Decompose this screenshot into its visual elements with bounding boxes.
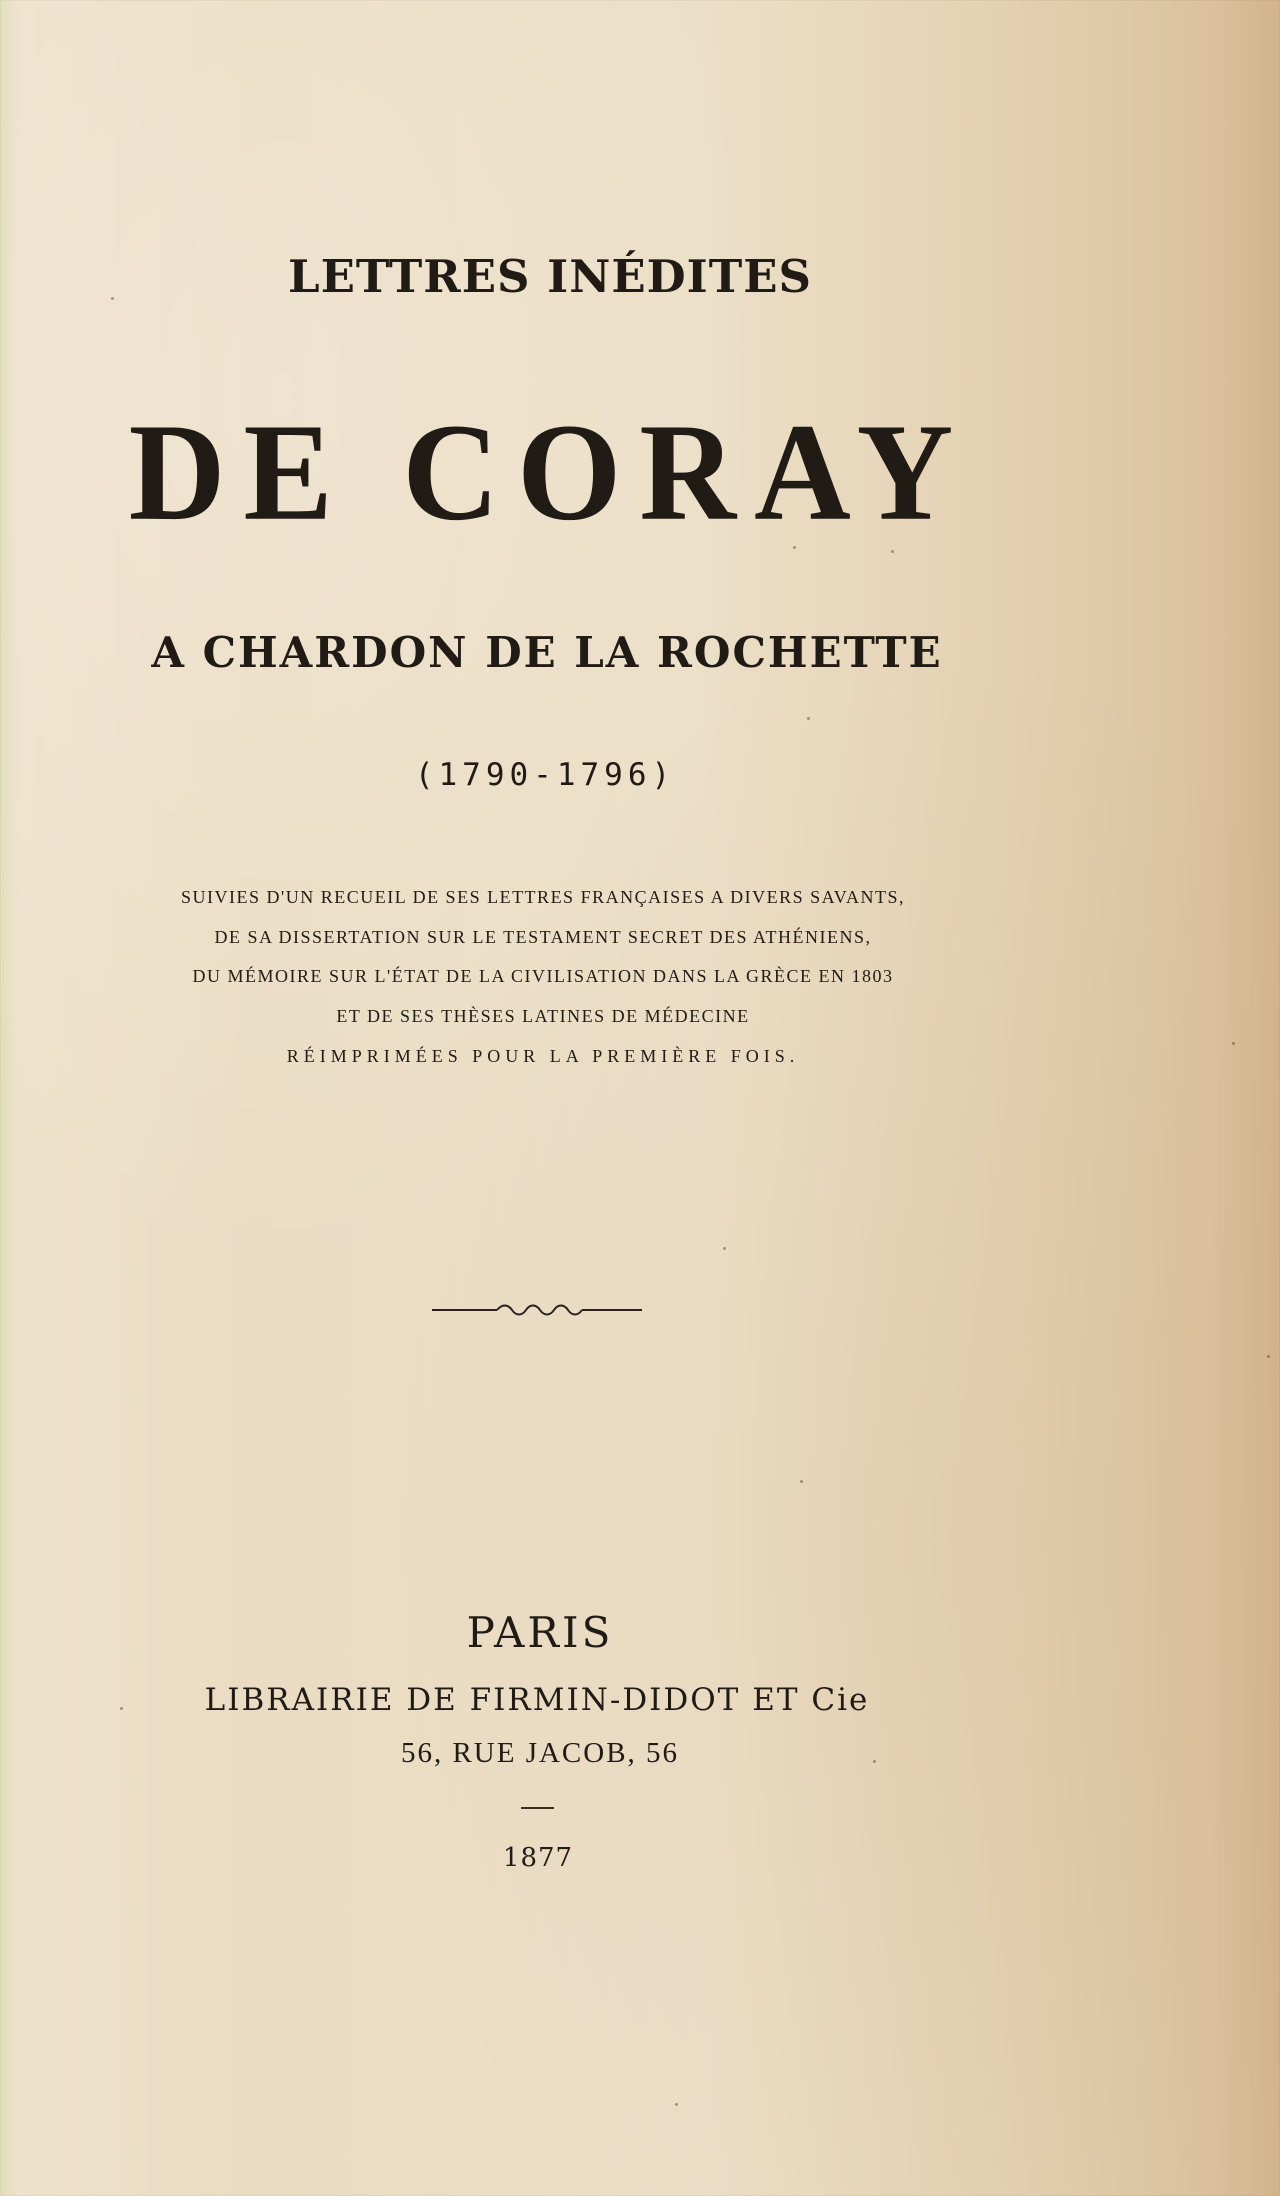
book-title-top: LETTRES INÉDITES [287,250,812,303]
description-line: DE SA DISSERTATION SUR LE TESTAMENT SECRET DES ATHÉNIENS, [214,927,872,947]
description-line: ET DE SES THÈSES LATINES DE MÉDECINE [336,1006,750,1026]
paper-edge-right [1210,0,1280,2196]
publication-place: PARIS [466,1608,614,1657]
description-line: RÉIMPRIMÉES POUR LA PREMIÈRE FOIS. [286,1046,800,1066]
paper-speck [807,717,810,720]
divider-dash [521,1807,554,1809]
paper-speck [723,1247,726,1250]
paper-speck [675,2103,678,2106]
book-title-main: DE CORAY [128,395,972,549]
publisher-address: 56, RUE JACOB, 56 [400,1737,680,1769]
publisher-name: LIBRAIRIE DE FIRMIN-DIDOT ET Cie [204,1682,870,1718]
paper-speck [800,1480,803,1483]
decorative-divider-icon [432,1300,642,1320]
description-line: SUIVIES D'UN RECUEIL DE SES LETTRES FRANÇAISES A DIVERS SAVANTS, [181,887,905,907]
description-line: DU MÉMOIRE SUR L'ÉTAT DE LA CIVILISATION DANS LA GRÈCE EN 1803 [192,966,894,986]
publication-year: 1877 [502,1843,574,1873]
book-dates: (1790-1796) [414,757,676,793]
paper-speck [1232,1042,1235,1045]
paper-speck [1267,1355,1270,1358]
book-subtitle: A CHARDON DE LA ROCHETTE [151,628,943,677]
